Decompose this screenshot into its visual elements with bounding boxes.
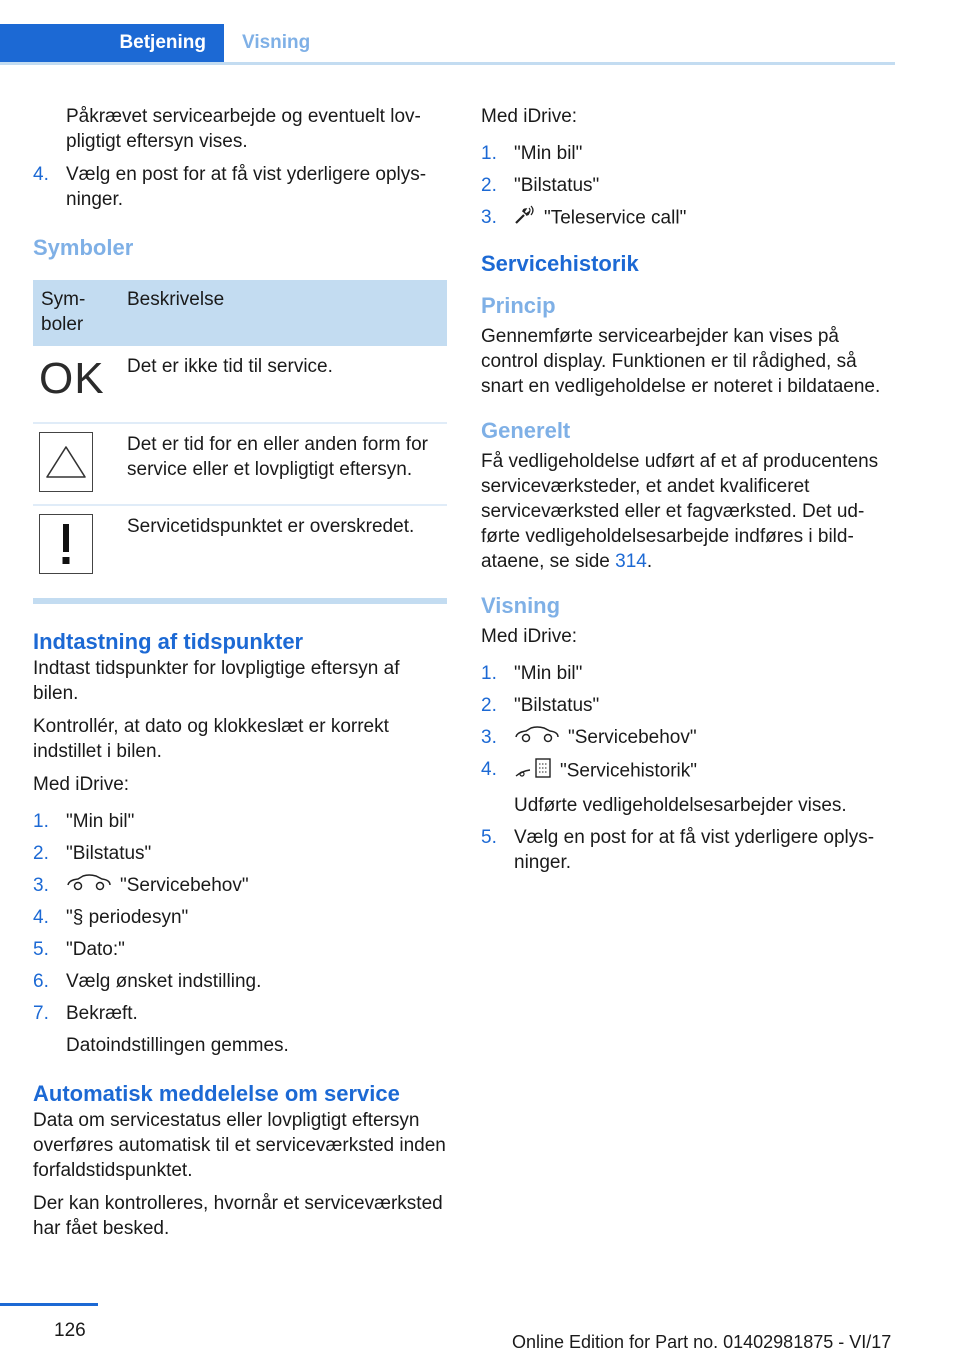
list-item [481, 173, 893, 198]
step-number: 6. [33, 971, 49, 993]
auto-heading: Automatisk meddelelse om service [33, 1081, 400, 1107]
step-text: "Teleservice call" [544, 207, 687, 229]
step-number: 7. [33, 1003, 49, 1025]
table-cell-description: Servicetidspunktet er overskredet. [127, 516, 415, 537]
table-row [33, 423, 447, 505]
auto-paragraph-1: Data om servicestatus eller lovpligtigt eftersyn overføres automatisk til et serviceværksted inden forfaldstidspunktet. [33, 1110, 446, 1182]
continued-paragraph: Påkrævet servicearbejde og eventuelt lovpligtigt eftersyn vises. [66, 106, 421, 152]
step-text: "Servicehistorik" [560, 761, 698, 782]
list-item [33, 162, 447, 212]
symbols-heading: Symboler [33, 235, 134, 260]
ok-symbol: OK [39, 354, 105, 403]
header-tabbar [0, 24, 895, 65]
list-item [481, 205, 893, 232]
step-number: 2. [33, 843, 49, 864]
list-item [481, 141, 893, 166]
table-header-description: Beskrivelse [119, 280, 447, 346]
step-number: 4. [481, 759, 497, 781]
step-text: "Bilstatus" [66, 843, 152, 864]
step-number: 3. [33, 875, 49, 896]
entry-paragraph-3: Med iDrive: [33, 774, 130, 795]
step-text: "Servicebehov" [120, 875, 249, 896]
step-result: Udførte vedligeholdelsesarbejder vises. [514, 795, 847, 817]
tab-visning[interactable]: Visning [242, 32, 311, 53]
step-text: "Bilstatus" [514, 175, 600, 196]
table-cell-description: Det er tid for en eller anden form for service eller et lovpligtigt eftersyn. [119, 423, 447, 505]
step-text: "Bilstatus" [514, 695, 600, 716]
list-item [33, 841, 447, 866]
general-heading: Generelt [481, 418, 571, 443]
step-text: "Dato:" [66, 939, 125, 961]
car-icon [514, 725, 560, 750]
list-item [481, 725, 893, 750]
table-header-symbols: Symboler [33, 280, 119, 346]
step-text: Vælg ønsket indstilling. [66, 971, 262, 993]
teleservice-step-list [481, 141, 893, 232]
list-item [33, 969, 447, 994]
general-text-end: . [646, 551, 653, 572]
display-heading: Visning [481, 593, 561, 618]
wrench-signal-icon [514, 205, 536, 232]
history-step-list [481, 661, 893, 875]
table-end-rule [33, 598, 447, 604]
step-text: Vælg en post for at få vist yderligere oplysninger. [514, 827, 875, 874]
list-item [481, 757, 893, 818]
list-item [481, 693, 893, 718]
general-text: Få vedligeholdelse udført af et af producentens serviceværksteder, et andet kvalificeret serviceværksted eller et fagværksted. Det udførte vedligeholdelsesarbejde indføres i bildataene, se side [481, 451, 879, 572]
entry-step-list [33, 809, 447, 1058]
footer-rule [0, 1303, 98, 1306]
entry-paragraph-1: Indtast tidspunkter for lovpligtige eftersyn af bilen. [33, 658, 400, 704]
step-text: "Servicebehov" [568, 727, 697, 748]
list-item [33, 937, 447, 962]
step-number: 3. [481, 207, 497, 228]
list-item [481, 661, 893, 686]
table-row [33, 505, 447, 586]
step-text: Bekræft. [66, 1003, 138, 1025]
step-number: 3. [481, 727, 497, 748]
display-paragraph: Med iDrive: [481, 626, 578, 647]
step-number: 1. [481, 663, 497, 684]
step-text: Vælg en post for at få vist yderligere oplysninger. [66, 164, 427, 210]
step-number: 4. [33, 164, 49, 185]
list-item [33, 905, 447, 930]
step-number: 2. [481, 175, 497, 196]
table-cell-description: Det er ikke tid til service. [119, 346, 447, 423]
table-cell-symbol [33, 346, 119, 423]
step-text: "§ periodesyn" [66, 907, 189, 929]
principle-heading: Princip [481, 293, 556, 318]
table-header-row [33, 280, 447, 346]
principle-paragraph: Gennemførte servicearbejder kan vises på control display. Funktionen er til rådighed, så snart en vedligeholdelse er noteret i bildataene. [481, 326, 881, 397]
step-text: "Min bil" [514, 143, 583, 164]
step-number: 5. [33, 939, 49, 961]
table-cell-symbol [33, 423, 119, 505]
list-item [33, 809, 447, 834]
entry-paragraph-2: Kontrollér, at dato og klokkeslæt er korrekt indstillet i bilen. [33, 716, 389, 762]
page-link[interactable]: 314 [615, 551, 647, 572]
entry-heading: Indtastning af tidspunkter [33, 629, 304, 654]
exclamation-icon [39, 514, 93, 574]
edition-note: Online Edition for Part no. 01402981875 - VI/17 [512, 1332, 892, 1352]
table-row [33, 346, 447, 423]
auto-paragraph-2: Der kan kontrolleres, hvornår et serviceværksted har fået besked. [33, 1193, 443, 1240]
table-cell-symbol [33, 505, 119, 586]
general-paragraph [481, 449, 893, 574]
step-number: 4. [33, 907, 49, 929]
step-number: 1. [481, 143, 497, 164]
step-text: "Min bil" [514, 663, 583, 684]
left-column [33, 104, 447, 1249]
service-history-icon [514, 757, 552, 786]
list-item [33, 873, 447, 898]
car-icon [66, 873, 112, 898]
right-column [481, 104, 893, 885]
list-item [481, 825, 893, 875]
step-list-continued [33, 162, 447, 212]
step-text: "Min bil" [66, 811, 135, 832]
symbols-table [33, 280, 447, 586]
page-number: 126 [54, 1320, 86, 1341]
warning-triangle-icon [39, 432, 93, 492]
step-number: 5. [481, 827, 497, 849]
idrive-paragraph: Med iDrive: [481, 106, 578, 127]
tab-betjening[interactable]: Betjening [0, 24, 224, 62]
list-item [33, 1001, 447, 1058]
history-heading: Servicehistorik [481, 251, 639, 276]
step-number: 2. [481, 695, 497, 716]
step-number: 1. [33, 811, 49, 832]
step-result: Datoindstillingen gemmes. [66, 1035, 289, 1057]
